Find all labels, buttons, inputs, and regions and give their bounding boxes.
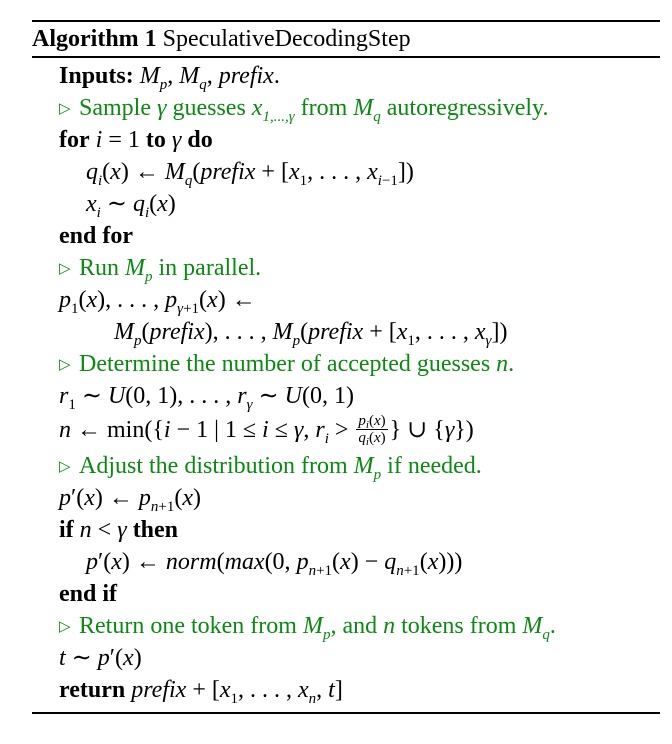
algorithm-block <box>32 0 660 744</box>
comment-adjust: ▷ Adjust the distribution from $M_p$ if needed. <box>59 453 482 483</box>
bottom-rule <box>32 712 660 714</box>
n-assign-line: n ← min({i − 1 | 1 ≤ i ≤ γ, $r_i$ > $\frac{p_i(x)}{q_i(x)}$ } ∪ {γ}) <box>59 412 474 448</box>
then-keyword: then <box>132 517 179 543</box>
p-assign-line-1: $p_1(x)$, . . . , $p_{\gamma+1}(x)$ ← <box>59 287 256 317</box>
return-line <box>59 674 343 706</box>
comment-triangle-icon: ▷ <box>59 619 71 635</box>
return-keyword: return <box>59 677 126 703</box>
inputs-vars: $M_p$, $M_q$, prefix. <box>139 63 280 93</box>
if-line: if n < γ then <box>59 517 179 543</box>
p-assign-line-2: $M_p(prefix)$, . . . , $M_p(prefix + [x_1$, . . . , $x_\gamma$]) <box>114 319 508 349</box>
comment-triangle-icon: ▷ <box>59 357 71 373</box>
comment-return: ▷ Return one token from $M_p$, and n tokens from $M_q$. <box>59 613 556 643</box>
inputs-keyword: Inputs: <box>59 63 134 89</box>
r-sample-line: $r_1$ ∼ U(0, 1), . . . , $r_\gamma$ ∼ U(0, 1) <box>59 383 354 413</box>
to-keyword: to <box>145 127 166 153</box>
algorithm-name: SpeculativeDecodingStep <box>162 26 411 52</box>
pprime-assign-line: p′(x) ← $p_{n+1}(x)$ <box>59 485 202 515</box>
do-keyword: do <box>187 127 213 153</box>
algorithm-caption <box>32 23 411 55</box>
comment-determine: ▷ Determine the number of accepted guesses n. <box>59 348 514 383</box>
qi-assign-line: $q_i(x)$ ← $M_q(prefix + [x_1$, . . . , $x_{i-1}$]) <box>86 159 414 189</box>
xi-sample-line: $x_i$ ∼ $q_i(x)$ <box>86 191 176 221</box>
ratio-fraction: $\frac{p_i(x)}{q_i(x)}$ <box>358 412 386 448</box>
comment-triangle-icon: ▷ <box>59 101 71 117</box>
pprime-norm-line: p′(x) ← norm(max(0, $p_{n+1}(x) - q_{n+1}(x)$)) <box>86 549 463 579</box>
top-rule <box>32 20 660 22</box>
end-if-line: end if <box>59 581 118 607</box>
comment-triangle-icon: ▷ <box>59 261 71 277</box>
algorithm-label: Algorithm 1 <box>32 26 157 52</box>
for-keyword: for <box>59 127 90 153</box>
inputs-line <box>59 60 280 92</box>
caption-rule <box>32 56 660 58</box>
for-gamma: γ <box>171 127 182 153</box>
comment-sample: ▷ Sample γ guesses $x_{1,...,\gamma}$ from $M_q$ autoregressively. <box>59 95 549 125</box>
comment-run: ▷ Run $M_p$ in parallel. <box>59 255 262 285</box>
if-keyword: if <box>59 517 74 543</box>
end-for-line: end for <box>59 223 133 249</box>
t-sample-line: t ∼ p′(x) <box>59 645 142 671</box>
return-expr: prefix + [$x_1$, . . . , $x_n$, t] <box>131 677 343 707</box>
for-init: i <box>95 127 103 153</box>
comment-triangle-icon: ▷ <box>59 459 71 475</box>
for-line: for i = 1 to γ do <box>59 127 213 153</box>
